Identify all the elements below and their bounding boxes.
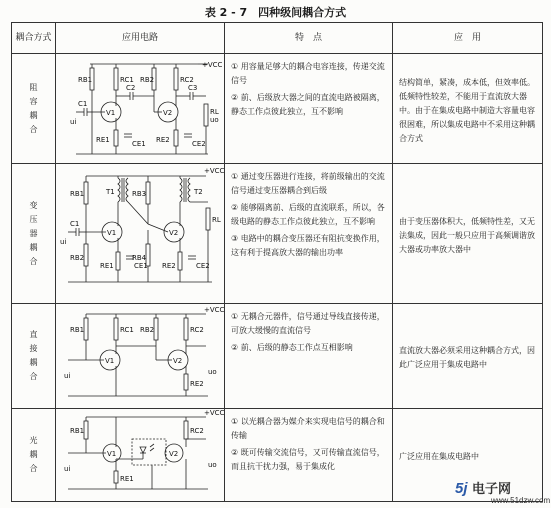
svg-text:uo: uo — [210, 116, 219, 124]
header-applications: 应 用 — [393, 23, 543, 54]
type-optical: 光 耦 合 — [12, 409, 56, 502]
svg-text:C1: C1 — [70, 220, 80, 228]
svg-text:RC1: RC1 — [120, 76, 134, 84]
svg-text:V1: V1 — [106, 109, 116, 117]
svg-text:RB4: RB4 — [132, 254, 147, 262]
circuit-optical — [56, 409, 225, 502]
rc-coupling-schematic — [56, 54, 224, 162]
application-rc: 结构简单，紧凑，成本低，但效率低。低频特性较差，不能用于直流放大器中。由于在集成电路中制造大容量电容很困难，所以集成电路中不采用这种耦合方式 — [393, 54, 543, 164]
direct-coupling-schematic — [56, 304, 224, 407]
svg-text:+VCC: +VCC — [204, 409, 224, 417]
svg-text:CE2: CE2 — [196, 262, 210, 270]
svg-text:RB1: RB1 — [70, 190, 85, 198]
header-features: 特 点 — [225, 23, 393, 54]
svg-text:RB2: RB2 — [140, 76, 155, 84]
svg-text:RL: RL — [212, 216, 221, 224]
svg-text:uo: uo — [208, 461, 217, 469]
circuit-transformer — [56, 164, 225, 304]
table-title: 表 2 - 7 四种级间耦合方式 — [204, 6, 347, 19]
svg-text:RC2: RC2 — [190, 427, 204, 435]
application-optical: 广泛应用在集成电路中 — [393, 409, 543, 502]
svg-text:RC2: RC2 — [190, 326, 204, 334]
type-direct: 直 接 耦 合 — [12, 304, 56, 409]
svg-text:RB1: RB1 — [78, 76, 93, 84]
type-rc: 阻 容 耦 合 — [12, 54, 56, 164]
svg-text:RL: RL — [210, 108, 219, 116]
watermark-logo: 5j — [455, 480, 468, 497]
svg-text:T1: T1 — [106, 188, 115, 196]
svg-text:RE1: RE1 — [96, 136, 110, 144]
svg-text:RE1: RE1 — [100, 262, 114, 270]
svg-text:C1: C1 — [78, 100, 88, 108]
features-direct: ① 无耦合元器件，信号通过导线直接传递，可放大缓慢的直流信号 ② 前、后级的静态工作点互相影响 — [225, 304, 393, 409]
svg-text:CE1: CE1 — [134, 262, 148, 270]
svg-text:RC2: RC2 — [180, 76, 194, 84]
svg-text:RE2: RE2 — [156, 136, 170, 144]
svg-text:V2: V2 — [163, 109, 173, 117]
svg-text:V1: V1 — [105, 357, 115, 365]
svg-text:V2: V2 — [173, 357, 183, 365]
watermark — [455, 478, 551, 505]
watermark-name: 电子网 — [471, 481, 511, 496]
svg-text:RB1: RB1 — [70, 326, 85, 334]
svg-text:RE2: RE2 — [190, 380, 204, 388]
optical-coupling-schematic — [56, 409, 224, 500]
type-transformer: 变 压 器 耦 合 — [12, 164, 56, 304]
features-rc: ① 用容量足够大的耦合电容连接，传递交流信号 ② 前、后级放大器之间的直流电路被隔离，静态工作点彼此独立，互不影响 — [225, 54, 393, 164]
svg-text:RB3: RB3 — [132, 190, 147, 198]
table-row — [12, 54, 543, 164]
header-row — [12, 23, 543, 54]
svg-text:CE2: CE2 — [192, 140, 206, 148]
svg-text:V1: V1 — [107, 229, 117, 237]
application-direct: 直流放大器必须采用这种耦合方式，因此广泛应用于集成电路中 — [393, 304, 543, 409]
svg-text:C3: C3 — [188, 84, 198, 92]
svg-text:RE1: RE1 — [120, 475, 134, 483]
svg-text:V1: V1 — [107, 450, 117, 458]
svg-text:V2: V2 — [169, 229, 179, 237]
svg-text:RC1: RC1 — [120, 326, 134, 334]
watermark-url: www.51dzw.com — [491, 496, 551, 505]
circuit-rc — [56, 54, 225, 164]
table-row — [12, 304, 543, 409]
svg-text:RB2: RB2 — [140, 326, 155, 334]
svg-text:RE2: RE2 — [162, 262, 176, 270]
circuit-direct — [56, 304, 225, 409]
svg-text:+VCC: +VCC — [204, 306, 224, 314]
application-transformer: 由于变压器体积大，低频特性差，又无法集成，因此一般只应用于高频调谐放大器或功率放大器中 — [393, 164, 543, 304]
svg-text:RB1: RB1 — [70, 427, 85, 435]
svg-text:V2: V2 — [169, 450, 179, 458]
svg-text:ui: ui — [64, 465, 71, 473]
svg-text:T2: T2 — [194, 188, 203, 196]
header-type: 耦合方式 — [12, 23, 56, 54]
svg-text:+VCC: +VCC — [202, 61, 223, 69]
table-row — [12, 164, 543, 304]
features-transformer: ① 通过变压器进行连接，将前级输出的交流信号通过变压器耦合到后级 ② 能够隔离前、后级的直流联系，所以，各级电路的静态工作点彼此独立，互不影响 ③ 电路中的耦合变压器还有阻抗变换作用，这有利于提高放大器的输出功率 — [225, 164, 393, 304]
svg-text:uo: uo — [208, 368, 217, 376]
coupling-table — [11, 22, 543, 502]
transformer-coupling-schematic — [56, 164, 224, 302]
features-optical: ① 以光耦合器为媒介来实现电信号的耦合和传输 ② 既可传输交流信号，又可传输直流信号，而且抗干扰力强，易于集成化 — [225, 409, 393, 502]
svg-text:ui: ui — [70, 118, 77, 126]
svg-text:RB2: RB2 — [70, 254, 85, 262]
svg-text:CE1: CE1 — [132, 140, 146, 148]
header-circuit: 应用电路 — [56, 23, 225, 54]
svg-text:+VCC: +VCC — [204, 167, 224, 175]
svg-text:C2: C2 — [126, 84, 136, 92]
svg-text:ui: ui — [60, 238, 67, 246]
svg-text:ui: ui — [64, 372, 71, 380]
